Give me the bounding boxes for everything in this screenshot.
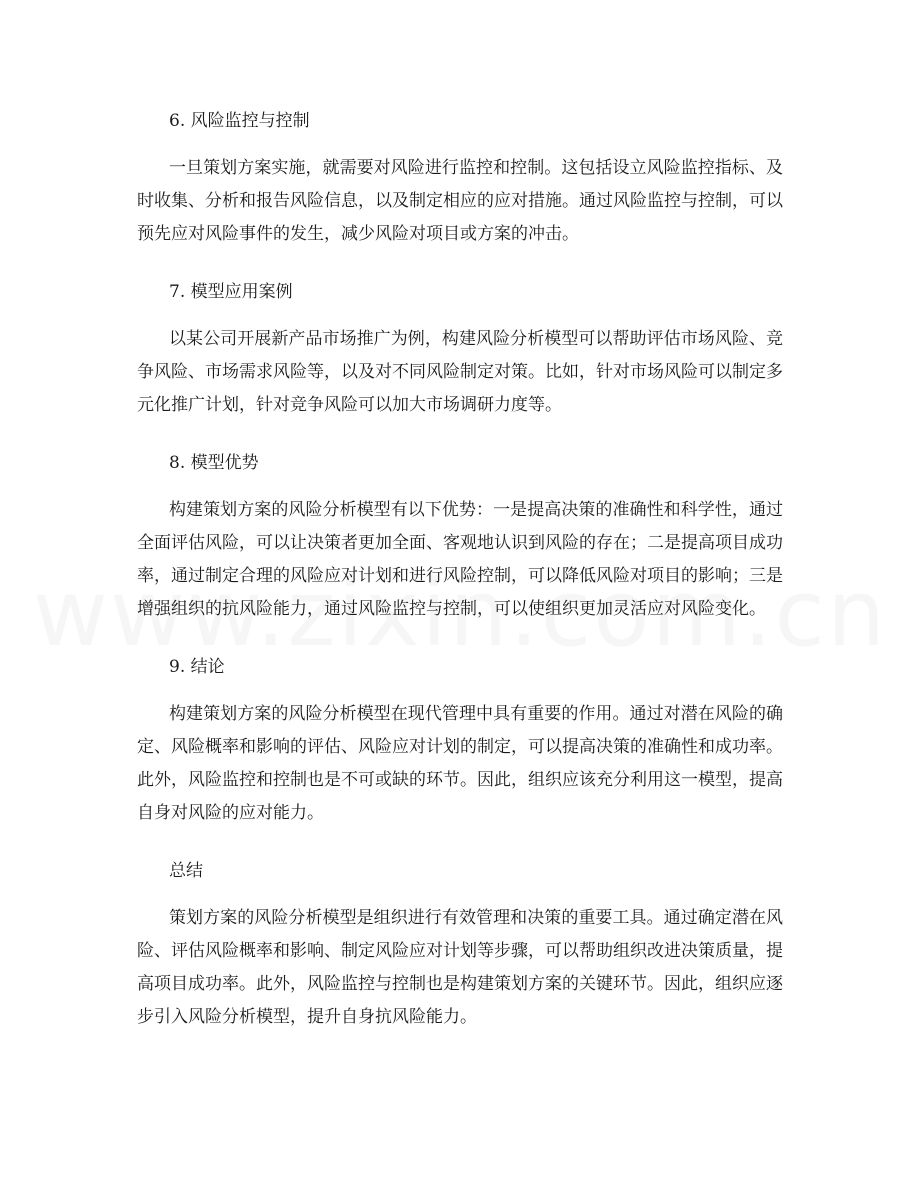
section-summary: [137, 854, 783, 1034]
section-model-advantages: [137, 446, 783, 626]
section-heading: 6. 风险监控与控制: [169, 111, 310, 131]
section-paragraph: 策划方案的风险分析模型是组织进行有效管理和决策的重要工具。通过确定潜在风险、评估风险概率和影响、制定风险应对计划等步骤，可以帮助组织改进决策质量，提高项目成功率。此外，风险监控与控制也是构建策划方案的关键环节。因此，组织应逐步引入风险分析模型，提升自身抗风险能力。: [137, 908, 783, 1027]
section-heading: 7. 模型应用案例: [169, 282, 293, 302]
section-paragraph: 构建策划方案的风险分析模型在现代管理中具有重要的作用。通过对潜在风险的确定、风险概率和影响的评估、风险应对计划的制定，可以提高决策的准确性和成功率。此外，风险监控和控制也是不可或缺的环节。因此，组织应该充分利用这一模型，提高自身对风险的应对能力。: [137, 704, 783, 823]
section-conclusion: [137, 650, 783, 830]
section-heading: 9. 结论: [169, 657, 225, 677]
section-heading: 8. 模型优势: [169, 453, 259, 473]
section-paragraph: 构建策划方案的风险分析模型有以下优势：一是提高决策的准确性和科学性，通过全面评估风险，可以让决策者更加全面、客观地认识到风险的存在；二是提高项目成功率，通过制定合理的风险应对计划和进行风险控制，可以降低风险对项目的影响；三是增强组织的抗风险能力，通过风险监控与控制，可以使组织更加灵活应对风险变化。: [137, 500, 783, 619]
document-body: [137, 104, 783, 1058]
section-risk-monitoring: [137, 104, 783, 251]
section-paragraph: 以某公司开展新产品市场推广为例，构建风险分析模型可以帮助评估市场风险、竞争风险、市场需求风险等，以及对不同风险制定对策。比如，针对市场风险可以制定多元化推广计划，针对竞争风险可以加大市场调研力度等。: [137, 329, 783, 415]
section-paragraph: 一旦策划方案实施，就需要对风险进行监控和控制。这包括设立风险监控指标、及时收集、分析和报告风险信息，以及制定相应的应对措施。通过风险监控与控制，可以预先应对风险事件的发生，减少风险对项目或方案的冲击。: [137, 158, 783, 244]
section-heading: 总结: [169, 861, 203, 881]
section-model-case: [137, 275, 783, 422]
